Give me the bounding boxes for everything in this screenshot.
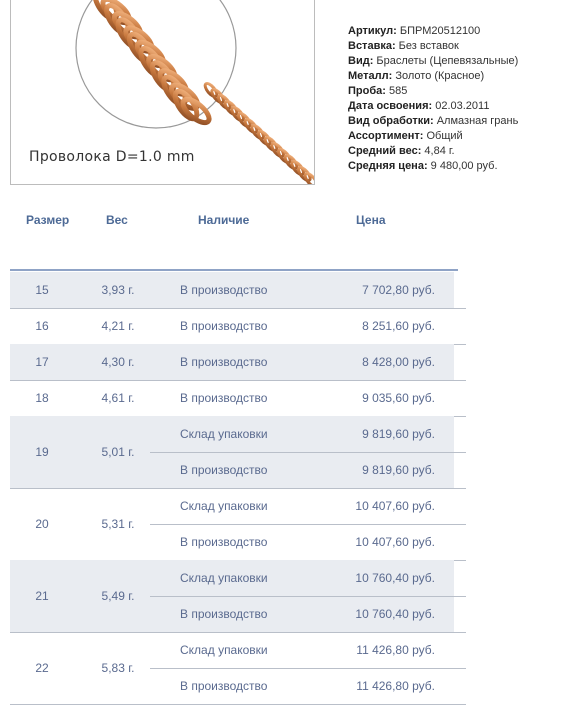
spec-value: 585 bbox=[385, 85, 408, 97]
spec-label: Артикул: bbox=[348, 25, 397, 37]
cell-availability: Склад упаковки bbox=[180, 571, 268, 585]
cell-price: 10 760,40 руб. bbox=[355, 571, 435, 585]
spec-label: Вид: bbox=[348, 55, 374, 67]
cell-weight: 5,83 г. bbox=[101, 661, 135, 675]
cell-weight: 5,49 г. bbox=[101, 589, 135, 603]
spec-value: Без вставок bbox=[395, 40, 459, 52]
group-divider bbox=[10, 704, 466, 705]
spec-row bbox=[348, 99, 518, 114]
cell-size: 22 bbox=[35, 661, 49, 675]
spec-value: БПРМ20512100 bbox=[396, 25, 481, 37]
cell-price: 9 819,60 руб. bbox=[362, 463, 435, 477]
cell-availability: Склад упаковки bbox=[180, 427, 268, 441]
cell-size: 18 bbox=[35, 391, 49, 405]
spec-value: Золото (Красное) bbox=[392, 70, 485, 82]
cell-size: 19 bbox=[35, 445, 49, 459]
spec-row bbox=[348, 69, 518, 84]
spec-row bbox=[348, 39, 518, 54]
cell-size: 16 bbox=[35, 319, 49, 333]
spec-label: Проба: bbox=[348, 85, 386, 97]
spec-row bbox=[348, 24, 518, 39]
cell-price: 9 035,60 руб. bbox=[362, 391, 435, 405]
spec-value: 4,84 г. bbox=[421, 145, 455, 157]
cell-availability: В производство bbox=[180, 391, 268, 405]
header-size[interactable]: Размер bbox=[26, 213, 70, 227]
spec-row bbox=[348, 144, 518, 159]
spec-row bbox=[348, 114, 518, 129]
group-divider bbox=[10, 380, 466, 381]
cell-price: 7 702,80 руб. bbox=[362, 283, 435, 297]
row-divider bbox=[150, 668, 466, 669]
row-divider bbox=[150, 524, 466, 525]
cell-availability: Склад упаковки bbox=[180, 643, 268, 657]
cell-price: 8 428,00 руб. bbox=[362, 355, 435, 369]
cell-size: 17 bbox=[35, 355, 49, 369]
spec-label: Средний вес: bbox=[348, 145, 422, 157]
cell-availability: В производство bbox=[180, 283, 268, 297]
spec-row bbox=[348, 129, 518, 144]
cell-availability: В производство bbox=[180, 607, 268, 621]
spec-row bbox=[348, 54, 518, 69]
cell-weight: 4,21 г. bbox=[101, 319, 135, 333]
spec-label: Вид обработки: bbox=[348, 115, 434, 127]
cell-weight: 3,93 г. bbox=[101, 283, 135, 297]
cell-price: 10 407,60 руб. bbox=[355, 499, 435, 513]
spec-value: 9 480,00 руб. bbox=[427, 160, 498, 172]
header-rule bbox=[10, 269, 458, 271]
cell-availability: В производство bbox=[180, 319, 268, 333]
spec-row bbox=[348, 84, 518, 99]
spec-label: Ассортимент: bbox=[348, 130, 424, 142]
cell-availability: В производство bbox=[180, 679, 268, 693]
spec-label: Дата освоения: bbox=[348, 100, 433, 112]
spec-value: Браслеты (Цепевязальные) bbox=[373, 55, 519, 67]
product-image bbox=[10, 0, 315, 185]
wire-caption: Проволока D=1.0 mm bbox=[29, 149, 195, 165]
cell-size: 15 bbox=[35, 283, 49, 297]
spec-value: Алмазная грань bbox=[433, 115, 519, 127]
cell-price: 9 819,60 руб. bbox=[362, 427, 435, 441]
cell-weight: 5,01 г. bbox=[101, 445, 135, 459]
row-divider bbox=[150, 452, 466, 453]
cell-size: 20 bbox=[35, 517, 49, 531]
cell-price: 11 426,80 руб. bbox=[356, 679, 435, 693]
cell-price: 11 426,80 руб. bbox=[356, 643, 435, 657]
spec-label: Вставка: bbox=[348, 40, 396, 52]
cell-weight: 4,61 г. bbox=[101, 391, 135, 405]
cell-price: 10 407,60 руб. bbox=[355, 535, 435, 549]
cell-availability: В производство bbox=[180, 355, 268, 369]
cell-price: 10 760,40 руб. bbox=[355, 607, 435, 621]
spec-value: Общий bbox=[423, 130, 463, 142]
cell-availability: В производство bbox=[180, 535, 268, 549]
cell-size: 21 bbox=[35, 589, 49, 603]
row-divider bbox=[150, 596, 466, 597]
cell-availability: В производство bbox=[180, 463, 268, 477]
group-divider bbox=[10, 488, 466, 489]
header-price[interactable]: Цена bbox=[356, 213, 386, 227]
cell-weight: 4,30 г. bbox=[101, 355, 135, 369]
group-divider bbox=[10, 308, 466, 309]
header-weight[interactable]: Вес bbox=[106, 213, 128, 227]
cell-availability: Склад упаковки bbox=[180, 499, 268, 513]
group-divider bbox=[10, 632, 466, 633]
spec-row bbox=[348, 159, 518, 174]
header-availability[interactable]: Наличие bbox=[198, 213, 250, 227]
spec-label: Металл: bbox=[348, 70, 393, 82]
product-specs bbox=[348, 24, 518, 174]
spec-value: 02.03.2011 bbox=[432, 100, 490, 112]
cell-price: 8 251,60 руб. bbox=[362, 319, 435, 333]
spec-label: Средняя цена: bbox=[348, 160, 428, 172]
cell-weight: 5,31 г. bbox=[101, 517, 135, 531]
